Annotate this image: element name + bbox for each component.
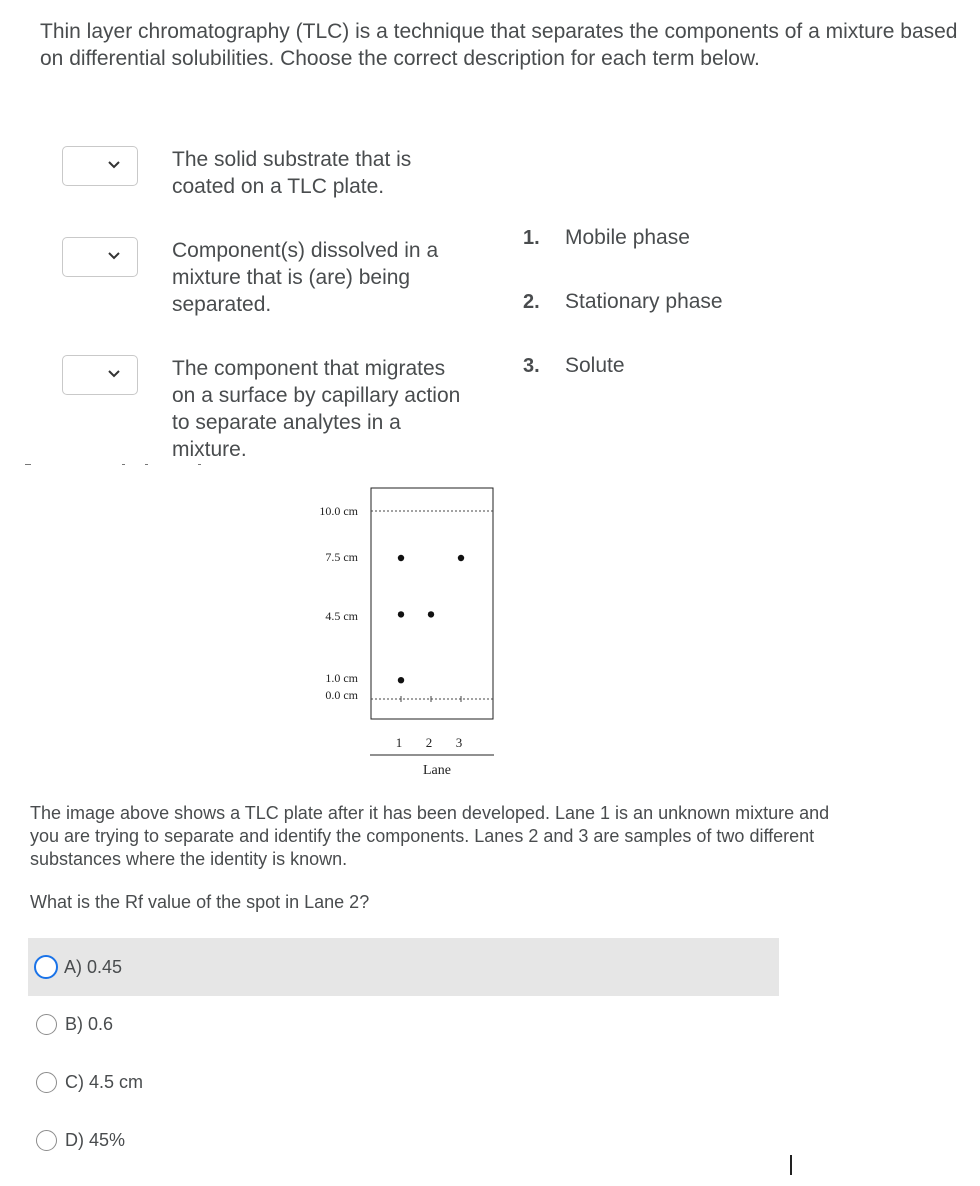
radio-a[interactable] xyxy=(34,955,58,979)
term-3-description: The component that migrates on a surface by capillary action to separate analytes in a mixture. xyxy=(172,357,461,461)
choice-label: Mobile phase xyxy=(565,226,690,249)
choice-3 xyxy=(523,354,625,378)
y-axis-label: 10.0 cm xyxy=(319,504,358,518)
radio-b[interactable] xyxy=(36,1014,57,1035)
option-b[interactable] xyxy=(28,995,779,1053)
term-2-description: Component(s) dissolved in a mixture that is (are) being separated. xyxy=(172,239,439,316)
option-c[interactable] xyxy=(28,1053,779,1111)
choice-label: Solute xyxy=(565,354,625,377)
tlc-plate-border xyxy=(371,488,493,719)
y-axis-label: 7.5 cm xyxy=(325,550,358,564)
choice-number: 1. xyxy=(523,227,540,249)
lane-labels xyxy=(396,735,463,750)
divider-fragment xyxy=(25,464,31,465)
radio-c[interactable] xyxy=(36,1072,57,1093)
term-3-select[interactable] xyxy=(62,355,138,395)
y-axis-label: 0.0 cm xyxy=(325,688,358,702)
figure-description: The image above shows a TLC plate after it has been developed. Lane 1 is an unknown mixture and you are trying to separate and identify the components. Lanes 2 and 3 are samples of two different substances where the identity is known. xyxy=(30,803,830,869)
radio-d[interactable] xyxy=(36,1130,57,1151)
divider-fragment xyxy=(122,464,125,465)
divider-fragment xyxy=(145,464,148,465)
tlc-plate-figure xyxy=(300,480,520,790)
lane-label: 1 xyxy=(395,735,403,750)
lane-label: 3 xyxy=(455,735,463,750)
term-1-select[interactable] xyxy=(62,146,138,186)
option-d-label: D) 45% xyxy=(65,1129,126,1150)
option-d[interactable] xyxy=(28,1111,779,1169)
text-cursor xyxy=(790,1155,792,1175)
tlc-spot-lane-1 xyxy=(398,611,404,617)
tlc-spot-lane-3 xyxy=(458,555,464,561)
tlc-spot-lane-1 xyxy=(398,677,404,683)
choice-2 xyxy=(523,290,723,314)
chevron-down-icon xyxy=(106,365,122,381)
y-axis-labels xyxy=(319,504,358,702)
tlc-spot-lane-1 xyxy=(398,555,404,561)
option-a[interactable] xyxy=(28,938,779,996)
term-2-select[interactable] xyxy=(62,237,138,277)
choice-label: Stationary phase xyxy=(565,290,723,313)
divider-fragment xyxy=(198,464,201,465)
option-a-label: A) 0.45 xyxy=(64,956,123,977)
lane-axis-label: Lane xyxy=(423,763,451,778)
question-text: What is the Rf value of the spot in Lane 2? xyxy=(30,892,370,912)
chevron-down-icon xyxy=(106,247,122,263)
lane-label: 2 xyxy=(425,735,433,750)
chevron-down-icon xyxy=(106,156,122,172)
question-intro: Thin layer chromatography (TLC) is a technique that separates the components of a mixture based on differential solubilities. Choose the correct description for each term below. xyxy=(40,20,958,70)
term-1-description: The solid substrate that is coated on a TLC plate. xyxy=(172,148,412,198)
option-c-label: C) 4.5 cm xyxy=(65,1071,144,1092)
y-axis-label: 1.0 cm xyxy=(325,671,358,685)
choice-number: 2. xyxy=(523,291,540,313)
option-b-label: B) 0.6 xyxy=(65,1013,114,1034)
choice-1 xyxy=(523,226,690,250)
tlc-spot-lane-2 xyxy=(428,611,434,617)
y-axis-label: 4.5 cm xyxy=(325,609,358,623)
choice-number: 3. xyxy=(523,355,540,377)
tlc-plate-diagram xyxy=(300,480,520,790)
